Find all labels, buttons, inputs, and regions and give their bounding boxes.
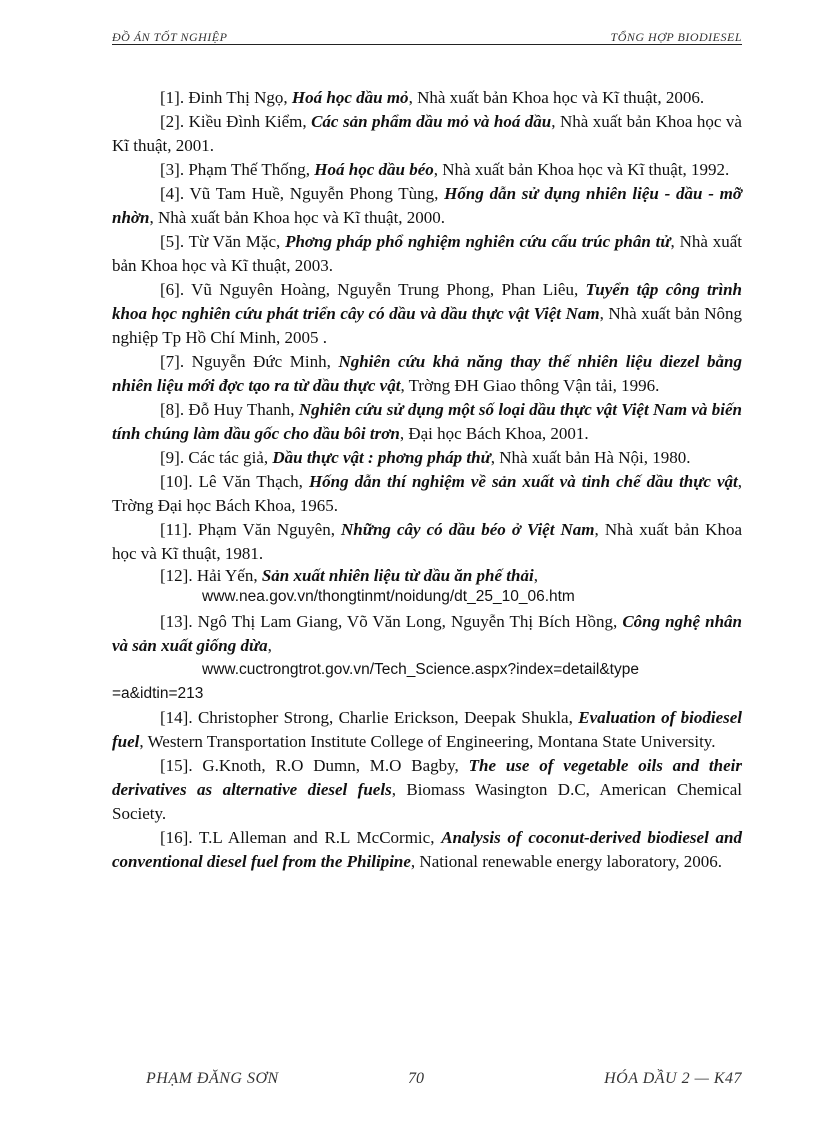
reference-authors: Đỗ Huy Thanh, xyxy=(184,400,299,419)
reference-url-block xyxy=(112,658,742,706)
reference-item xyxy=(112,754,742,826)
reference-authors: Lê Văn Thạch, xyxy=(192,472,309,491)
reference-item xyxy=(112,278,742,350)
reference-publisher: , Trờng ĐH Giao thông Vận tải, 1996. xyxy=(400,376,660,395)
reference-title: Nghiên cứu sử dụng một số loại dầu thực vật Việt Nam và biến tính chúng làm dầu gốc cho dầu bôi trơn xyxy=(112,400,742,443)
reference-number: [4]. xyxy=(160,184,185,203)
reference-authors: Hải Yến, xyxy=(192,566,262,585)
reference-number: [9]. xyxy=(160,448,185,467)
page-header xyxy=(112,30,742,45)
reference-item xyxy=(112,158,742,182)
reference-publisher: , Nhà xuất bản Khoa học và Kĩ thuật, 2001. xyxy=(112,112,742,155)
reference-title: Công nghệ nhân và sản xuất giống dừa xyxy=(112,612,742,655)
reference-authors: Christopher Strong, Charlie Erickson, Deepak Shukla, xyxy=(192,708,579,727)
reference-number: [16]. xyxy=(160,828,193,847)
reference-publisher: , Western Transportation Institute College of Engineering, Montana State University. xyxy=(139,732,716,751)
reference-number: [1]. xyxy=(160,88,185,107)
reference-title: Tuyển tập công trình khoa học nghiên cứu phát triển cây có dầu và dầu thực vật Việt Nam xyxy=(112,280,743,323)
reference-number: [6]. xyxy=(160,280,185,299)
reference-item xyxy=(112,110,742,158)
header-left-text: ĐỒ ÁN TỐT NGHIỆP xyxy=(112,30,228,44)
reference-number: [12]. xyxy=(160,566,193,585)
reference-item xyxy=(112,182,742,230)
reference-number: [2]. xyxy=(160,112,185,131)
reference-title: Analysis of coconut-derived biodiesel and conventional diesel fuel from the Philipine xyxy=(112,828,742,871)
reference-item xyxy=(112,470,742,518)
reference-title: Evaluation of biodiesel fuel xyxy=(112,708,743,751)
header-right-text: TỔNG HỢP BIODIESEL xyxy=(610,30,742,44)
reference-item xyxy=(112,230,742,278)
reference-authors: Nguyễn Đức Minh, xyxy=(184,352,339,371)
reference-item xyxy=(112,350,742,398)
reference-publisher: , Nhà xuất bản Khoa học và Kĩ thuật, 1981. xyxy=(112,520,742,563)
reference-number: [13]. xyxy=(160,612,193,631)
reference-item xyxy=(112,706,742,754)
page-number: 70 xyxy=(408,1070,424,1087)
reference-item xyxy=(112,566,742,608)
reference-number: [11]. xyxy=(160,520,192,539)
reference-publisher: , National renewable energy laboratory, 2006. xyxy=(410,852,723,871)
reference-url-part-2: =a&idtin=213 xyxy=(112,685,204,702)
reference-publisher: , Trờng Đại học Bách Khoa, 1965. xyxy=(112,472,742,515)
reference-item xyxy=(112,86,742,110)
page-footer xyxy=(146,1070,742,1092)
reference-number: [8]. xyxy=(160,400,185,419)
reference-number: [3]. xyxy=(160,160,185,179)
reference-title: Các sản phẩm dầu mỏ và hoá dầu xyxy=(311,112,552,131)
reference-number: [7]. xyxy=(160,352,185,371)
reference-item xyxy=(112,446,742,470)
reference-authors: Các tác giả, xyxy=(184,448,273,467)
reference-number: [5]. xyxy=(160,232,185,251)
reference-title: The use of vegetable oils and their derivatives as alternative diesel fuels xyxy=(112,756,742,799)
reference-url-part-1: www.cuctrongtrot.gov.vn/Tech_Science.aspx?index=detail&type xyxy=(202,661,639,678)
reference-title: Hống dẫn thí nghiệm về sản xuất và tinh chế dầu thực vật xyxy=(308,472,738,491)
reference-publisher: , Nhà xuất bản Hà Nội, 1980. xyxy=(490,448,691,467)
reference-authors: Vũ Tam Huề, Nguyễn Phong Tùng, xyxy=(184,184,445,203)
footer-class: HÓA DẦU 2 — K47 xyxy=(604,1070,742,1087)
reference-title: Phơng pháp phổ nghiệm nghiên cứu cấu trúc phân tử xyxy=(285,232,671,251)
reference-title: Những cây có dầu béo ở Việt Nam xyxy=(341,520,595,539)
reference-authors: Ngô Thị Lam Giang, Võ Văn Long, Nguyễn Thị Bích Hồng, xyxy=(192,612,623,631)
reference-publisher: , Biomass Wasington D.C, American Chemical Society. xyxy=(112,780,742,823)
reference-publisher: , Nhà xuất bản Khoa học và Kĩ thuật, 2000. xyxy=(149,208,446,227)
reference-number: [15]. xyxy=(160,756,193,775)
reference-list xyxy=(112,86,742,874)
reference-title: Hoá học dầu béo xyxy=(314,160,434,179)
reference-authors: T.L Alleman and R.L McCormic, xyxy=(192,828,442,847)
reference-publisher: , Nhà xuất bản Khoa học và Kĩ thuật, 2003. xyxy=(112,232,743,275)
reference-item xyxy=(112,398,742,446)
reference-authors: Phạm Văn Nguyên, xyxy=(191,520,342,539)
reference-number: [14]. xyxy=(160,708,193,727)
reference-item xyxy=(112,826,742,874)
reference-punct: , xyxy=(267,636,272,655)
reference-authors: Phạm Thế Thống, xyxy=(184,160,315,179)
reference-title: Dầu thực vật : phơng pháp thử xyxy=(272,448,491,467)
reference-url: www.nea.gov.vn/thongtinmt/noidung/dt_25_10_06.htm xyxy=(202,588,575,605)
reference-authors: Đinh Thị Ngọ, xyxy=(184,88,292,107)
reference-title: Nghiên cứu khả năng thay thế nhiên liệu diezel bằng nhiên liệu mới đợc tạo ra từ dầu thực vật xyxy=(112,352,742,395)
reference-number: [10]. xyxy=(160,472,193,491)
reference-punct: , xyxy=(533,566,538,585)
reference-title: Hống dẫn sử dụng nhiên liệu - dầu - mỡ nhờn xyxy=(112,184,743,227)
reference-title: Sản xuất nhiên liệu từ dầu ăn phế thải xyxy=(261,566,534,585)
reference-authors: Vũ Nguyên Hoàng, Nguyễn Trung Phong, Phan Liêu, xyxy=(184,280,586,299)
reference-authors: G.Knoth, R.O Dumn, M.O Bagby, xyxy=(192,756,469,775)
reference-authors: Từ Văn Mặc, xyxy=(184,232,286,251)
reference-publisher: , Đại học Bách Khoa, 2001. xyxy=(399,424,589,443)
footer-author: PHẠM ĐĂNG SƠN xyxy=(146,1070,279,1087)
reference-publisher: , Nhà xuất bản Khoa học và Kĩ thuật, 1992. xyxy=(433,160,730,179)
reference-item xyxy=(112,518,742,566)
reference-title: Hoá học dầu mỏ xyxy=(291,88,409,107)
reference-publisher: , Nhà xuất bản Khoa học và Kĩ thuật, 2006. xyxy=(408,88,705,107)
reference-item xyxy=(112,610,742,706)
reference-authors: Kiều Đình Kiểm, xyxy=(184,112,312,131)
reference-publisher: , Nhà xuất bản Nông nghiệp Tp Hồ Chí Minh, 2005 . xyxy=(112,304,742,347)
